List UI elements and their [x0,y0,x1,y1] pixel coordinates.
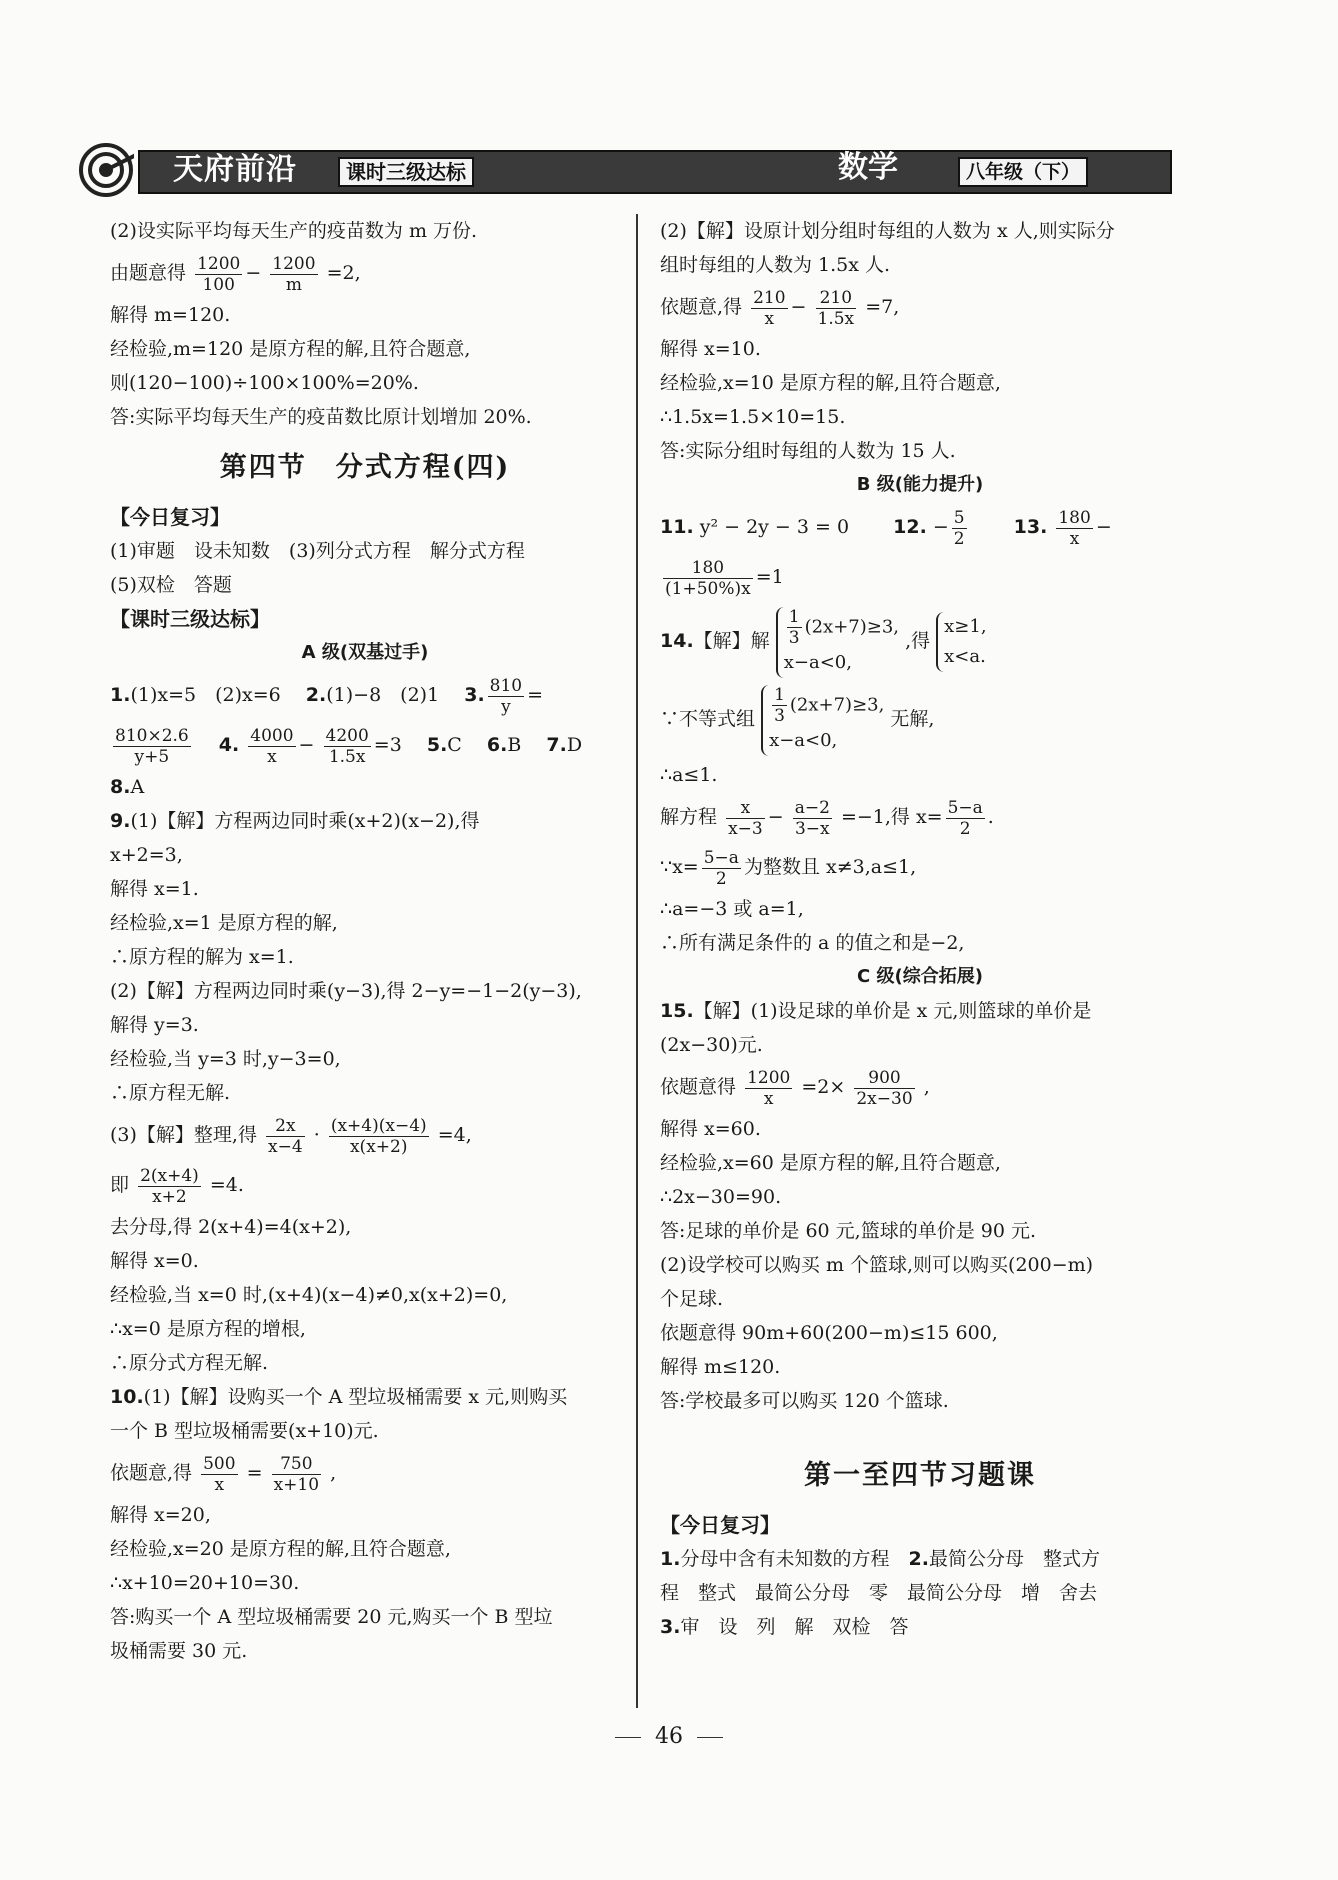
text-line: (2)【解】方程两边同时乘(y−3),得 2−y=−1−2(y−3), [110,980,582,1002]
text-line: 一个 B 型垃圾桶需要(x+10)元. [110,1420,379,1442]
page-header [78,142,1168,198]
fraction: $\frac{210}{x}$ [753,287,786,329]
text-line: 经检验,当 y=3 时,y−3=0, [110,1048,341,1070]
fraction: $\frac{4200}{1.5x}$ [325,725,369,767]
text-line: 经检验,当 x=0 时,(x+4)(x−4)≠0,x(x+2)=0, [110,1284,508,1306]
text-line: 解得 x=0. [110,1250,199,1272]
text-line: (1)审题 设未知数 (3)列分式方程 解分式方程 [110,540,525,562]
text-line: 答:实际分组时每组的人数为 15 人. [660,440,956,462]
equation-line: 14.【解】解 $\frac{1}{3}$ (2x+7)≥3, x−a<0, ,得 x≥1, x<a. [660,602,1180,680]
fraction: $\frac{1200}{x}$ [747,1067,791,1109]
text-line: 答:实际平均每天生产的疫苗数比原计划增加 20%. [110,406,532,428]
fraction: $\frac{180}{x}$ [1058,507,1091,549]
fraction: $\frac{500}{x}$ [203,1453,236,1495]
fraction: $\frac{2(x+4)}{x+2}$ [140,1165,199,1207]
answer-line: 8.A [110,776,145,798]
text-line: ∴原方程的解为 x=1. [110,946,294,968]
text-line: ∴2x−30=90. [660,1186,782,1208]
text-line: 答:足球的单价是 60 元,篮球的单价是 90 元. [660,1220,1036,1242]
text-line: ∴1.5x=1.5×10=15. [660,406,846,428]
text-line: 15.【解】(1)设足球的单价是 x 元,则篮球的单价是 [660,1000,1092,1022]
text-line: (2x−30)元. [660,1034,763,1056]
text-line: ∴x=0 是原方程的增根, [110,1318,306,1340]
text-line: 经检验,x=60 是原方程的解,且符合题意, [660,1152,1001,1174]
text-line: 9.(1)【解】方程两边同时乘(x+2)(x−2),得 [110,810,480,832]
text-line: 程 整式 最简公分母 零 最简公分母 增 舍去 [660,1582,1098,1604]
fraction: $\frac{5-a}{2}$ [703,847,739,889]
subject-label: 数学 [838,150,898,185]
level-b-heading: B 级(能力提升) [856,474,984,495]
fraction: $\frac{900}{2x-30}$ [856,1067,913,1109]
equation-line: 即 $\frac{2(x+4)}{x+2}$ =4. [110,1165,244,1207]
equation-line: ∵不等式组 $\frac{1}{3}$ (2x+7)≥3, x−a<0, 无解, [660,680,1180,758]
text-line: 解得 y=3. [110,1014,199,1036]
footer-rule [697,1737,723,1738]
text-line: 则(120−100)÷100×100%=20%. [110,372,419,394]
fraction: $\frac{4000}{x}$ [250,725,294,767]
text-line: 圾桶需要 30 元. [110,1640,248,1662]
answer-line: $\frac{810\times 2.6}{y+5}$ 4. $\frac{4000}{x}$ − $\frac{4200}{1.5x}$ =3 5.C 6.B 7.D [115,725,583,767]
text-line: (2)设实际平均每天生产的疫苗数为 m 万份. [110,220,478,242]
fraction: $\frac{(x+4)(x-4)}{x(x+2)}$ [330,1115,427,1157]
text-line: (2)【解】设原计划分组时每组的人数为 x 人,则实际分 [660,220,1115,242]
equation-line: 解方程 $\frac{x}{x-3}$ − $\frac{a-2}{3-x}$ =−1,得 x= $\frac{5-a}{2}$ . [660,797,994,839]
text-line: x+2=3, [110,844,183,866]
text-line: 解得 m≤120. [660,1356,781,1378]
text-line: 解得 x=60. [660,1118,761,1140]
fraction: $\frac{5-a}{2}$ [947,797,983,839]
level-a-heading: A 级(双基过手) [301,642,429,663]
section-title: 第四节 分式方程(四) [219,452,511,483]
target-icon [78,142,134,198]
fraction: $\frac{1}{3}$ [774,684,785,726]
text-line: 去分母,得 2(x+4)=4(x+2), [110,1216,352,1238]
text-line: 答:购买一个 A 型垃圾桶需要 20 元,购买一个 B 型垃 [110,1606,553,1628]
answer-line: 1.(1)x=5 (2)x=6 2.(1)−8 (2)1 3. $\frac{810}{y}$ = [110,675,544,717]
text-line: 解得 x=20, [110,1504,211,1526]
equation-line: 依题意,得 $\frac{500}{x}$ = $\frac{750}{x+10}$ , [110,1453,337,1495]
review-heading: 【今日复习】 [660,1513,780,1537]
text-line: 1.分母中含有未知数的方程 2.最简公分母 整式方 [660,1548,1100,1570]
grade-label: 八年级（下） [958,157,1088,187]
text-line: 经检验,m=120 是原方程的解,且符合题意, [110,338,471,360]
inequality-system: $\frac{1}{3}$ (2x+7)≥3, x−a<0, [776,607,899,678]
equation-line: 依题意得 $\frac{1200}{x}$ =2× $\frac{900}{2x-30}$ , [660,1067,930,1109]
equation-line: 依题意,得 $\frac{210}{x}$ − $\frac{210}{1.5x}$ =7, [660,287,900,329]
text-line: 依题意得 90m+60(200−m)≤15 600, [660,1322,998,1344]
fraction: $\frac{a-2}{3-x}$ [794,797,830,839]
text-line: ∴a=−3 或 a=1, [660,898,804,920]
answer-line: 11. y² − 2y − 3 = 0 12. − $\frac{5}{2}$ 13. $\frac{180}{x}$ − [660,507,1112,549]
right-column [660,214,1180,1644]
fraction: $\frac{1200}{100}$ [197,253,241,295]
left-column [110,214,620,1668]
series-label: 课时三级达标 [338,157,474,187]
review-heading: 【今日复习】 [110,505,230,529]
text-line: ∴原分式方程无解. [110,1352,269,1374]
text-line: 10.(1)【解】设购买一个 A 型垃圾桶需要 x 元,则购买 [110,1386,568,1408]
fraction: $\frac{1}{3}$ [788,606,800,648]
level-c-heading: C 级(综合拓展) [857,966,983,987]
fraction: $\frac{2x}{x-4}$ [268,1115,303,1157]
text-line: (2)设学校可以购买 m 个篮球,则可以购买(200−m) [660,1254,1094,1276]
equation-line: 由题意得 $\frac{1200}{100}$ − $\frac{1200}{m}$ =2, [110,253,361,295]
text-line: 组时每组的人数为 1.5x 人. [660,254,891,276]
fraction: $\frac{5}{2}$ [953,507,965,549]
text-line: (5)双检 答题 [110,574,232,596]
text-line: 解得 x=1. [110,878,199,900]
text-line: 解得 m=120. [110,304,231,326]
fraction: $\frac{750}{x+10}$ [273,1453,320,1495]
page-footer [0,1722,1338,1752]
text-line: 个足球. [660,1288,724,1310]
fraction: $\frac{810}{y}$ [489,675,523,717]
text-line: ∴原方程无解. [110,1082,231,1104]
text-line: 解得 x=10. [660,338,761,360]
section-title: 第一至四节习题课 [804,1460,1036,1491]
text-line: ∴a≤1. [660,764,718,786]
text-line: 经检验,x=10 是原方程的解,且符合题意, [660,372,1001,394]
page-number: 46 [655,1724,683,1749]
footer-rule [615,1737,641,1738]
text-line: 经检验,x=20 是原方程的解,且符合题意, [110,1538,451,1560]
brand-logo: 天府前沿 [173,152,297,187]
equation-line: $\frac{180}{(1+50\%)x}$ =1 [665,557,784,599]
text-line: 答:学校最多可以购买 120 个篮球. [660,1390,949,1412]
inequality-system: x≥1, x<a. [936,612,986,672]
standards-heading: 【课时三级达标】 [110,607,270,631]
text-line: ∴所有满足条件的 a 的值之和是−2, [660,932,965,954]
fraction: $\frac{810\times 2.6}{y+5}$ [115,725,189,767]
text-line: 经检验,x=1 是原方程的解, [110,912,338,934]
equation-line: (3)【解】整理,得 $\frac{2x}{x-4}$ · $\frac{(x+4)(x-4)}{x(x+2)}$ =4, [110,1115,472,1157]
equation-line: ∵x= $\frac{5-a}{2}$ 为整数且 x≠3,a≤1, [660,847,917,889]
column-divider [636,214,638,1708]
fraction: $\frac{180}{(1+50\%)x}$ [665,557,751,599]
text-line: ∴x+10=20+10=30. [110,1572,300,1594]
fraction: $\frac{1200}{m}$ [272,253,316,295]
inequality-system: $\frac{1}{3}$ (2x+7)≥3, x−a<0, [761,685,884,756]
text-line: 3.审 设 列 解 双检 答 [660,1616,909,1638]
fraction: $\frac{210}{1.5x}$ [817,287,855,329]
fraction: $\frac{x}{x-3}$ [728,797,763,839]
